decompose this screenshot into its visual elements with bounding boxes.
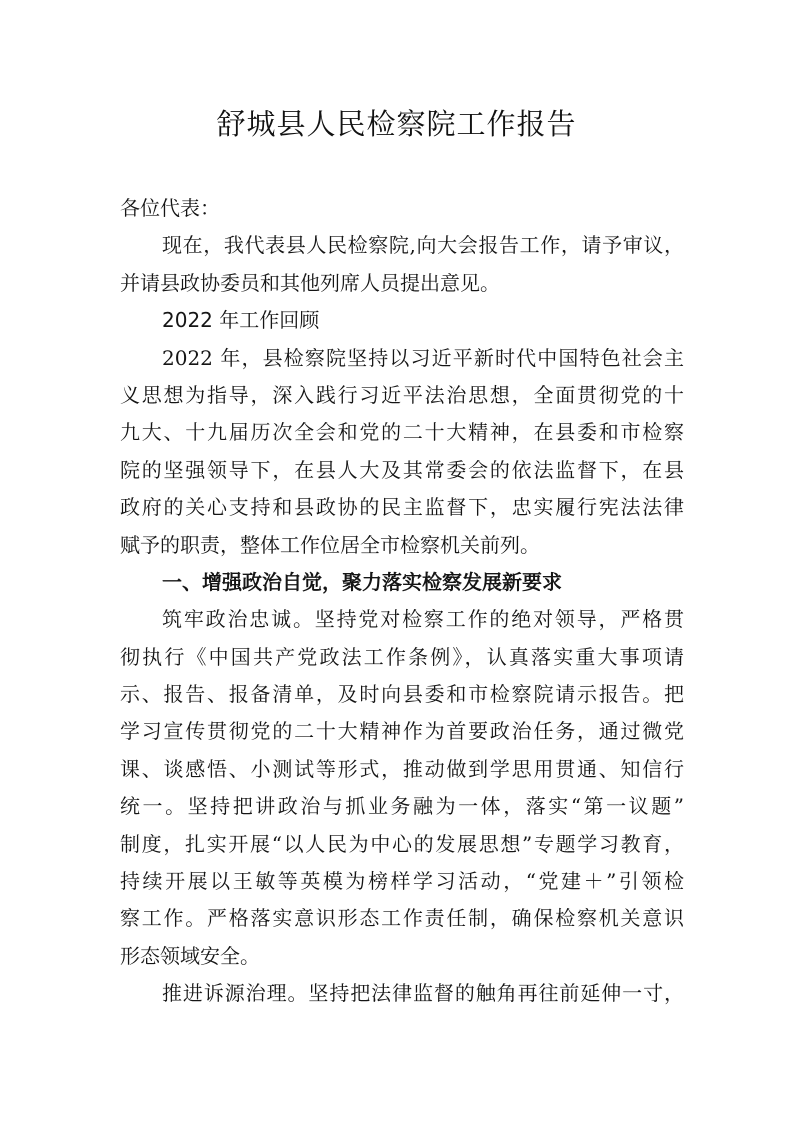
paragraph-line: 2022 年，县检察院坚持以习近平新时代中国特色社会主 <box>162 345 684 370</box>
paragraph-line: 学习宣传贯彻党的二十大精神作为首要政治任务，通过微党 <box>120 719 684 744</box>
document-body <box>120 190 684 1013</box>
paragraph-line: 义思想为指导，深入践行习近平法治思想，全面贯彻党的十 <box>120 382 684 407</box>
paragraph-line: 持续开展以王敏等英模为榜样学习活动，“党建＋”引领检 <box>120 869 684 894</box>
document-title: 舒城县人民检察院工作报告 <box>216 107 577 141</box>
paragraph-line: 九大、十九届历次全会和党的二十大精神，在县委和市检察 <box>120 420 684 445</box>
paragraph-line: 政府的关心支持和县政协的民主监督下，忠实履行宪法法律 <box>120 495 684 520</box>
paragraph-line: 制度，扎实开展“以人民为中心的发展思想”专题学习教育， <box>120 831 684 856</box>
paragraph-line: 课、谈感悟、小测试等形式，推动做到学思用贯通、知信行 <box>120 756 684 781</box>
salutation: 各位代表： <box>120 196 220 220</box>
paragraph-line: 院的坚强领导下，在县人大及其常委会的依法监督下，在县 <box>120 457 684 482</box>
paragraph-line: 彻执行《中国共产党政法工作条例》，认真落实重大事项请 <box>120 644 684 669</box>
intro-line: 并请县政协委员和其他列席人员提出意见。 <box>120 270 500 295</box>
paragraph-line: 统一。坚持把讲政治与抓业务融为一体，落实“第一议题” <box>120 794 684 819</box>
paragraph-line: 示、报告、报备清单，及时向县委和市检察院请示报告。把 <box>120 682 684 707</box>
paragraph-line: 筑牢政治忠诚。坚持党对检察工作的绝对领导，严格贯 <box>162 607 684 632</box>
paragraph-line: 察工作。严格落实意识形态工作责任制，确保检察机关意识 <box>120 906 684 931</box>
paragraph-line: 形态领域安全。 <box>120 943 260 968</box>
paragraph-line: 赋予的职责，整体工作位居全市检察机关前列。 <box>120 532 540 557</box>
intro-line: 现在，我代表县人民检察院,向大会报告工作，请予审议， <box>162 233 684 258</box>
section-heading-review: 2022 年工作回顾 <box>162 308 320 333</box>
paragraph-line: 推进诉源治理。坚持把法律监督的触角再往前延伸一寸， <box>162 981 684 1006</box>
section-heading-one: 一、增强政治自觉，聚力落实检察发展新要求 <box>162 569 562 594</box>
